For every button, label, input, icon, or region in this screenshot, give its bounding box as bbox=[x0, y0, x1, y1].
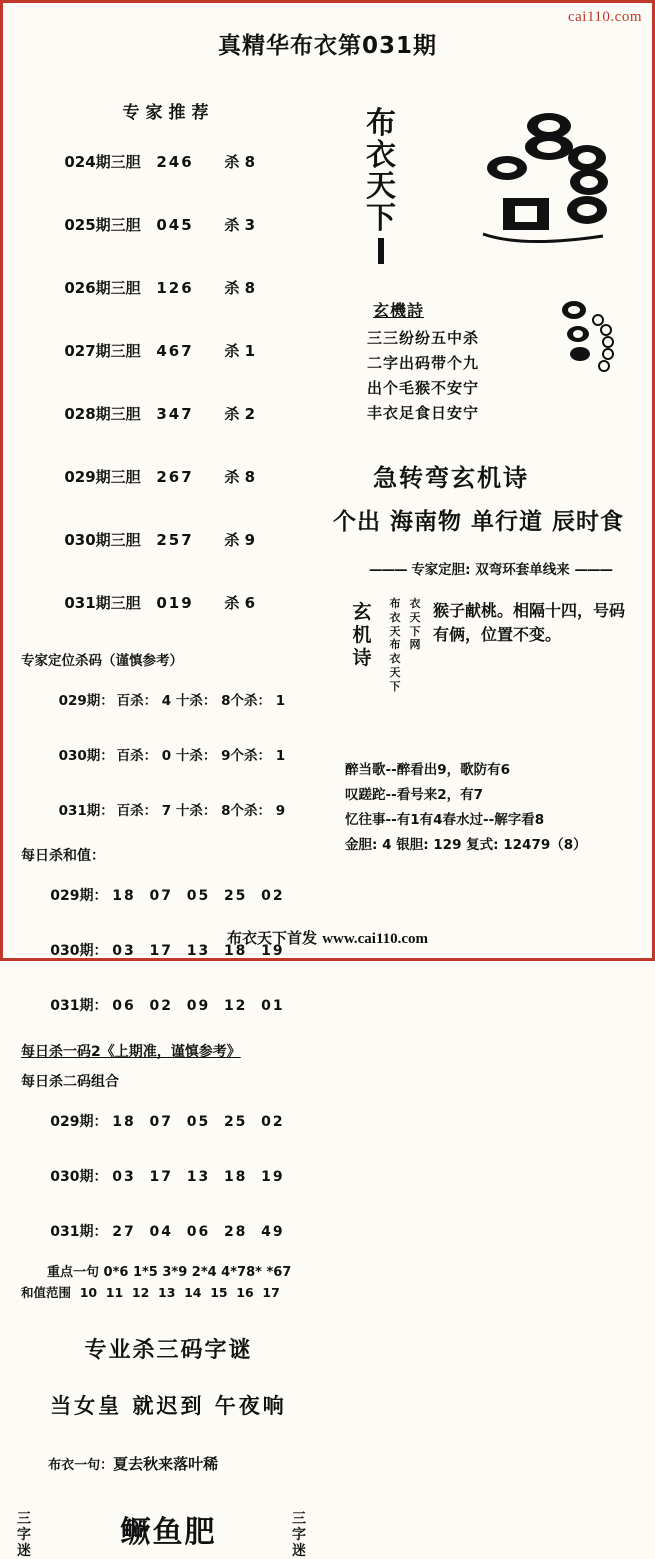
expert-period: 024期三胆 bbox=[64, 153, 141, 171]
jizhuanwan-title: 急转弯玄机诗 bbox=[373, 464, 529, 492]
xuanjishi-small-col2: 衣天下网 bbox=[409, 597, 421, 652]
xuanji-poem-line: 丰衣足食日安宁 bbox=[367, 404, 480, 422]
daily-kill2-row bbox=[21, 1205, 316, 1257]
buyi-text: 夏去秋来落叶稀 bbox=[113, 1455, 219, 1473]
expert-kill: 杀 2 bbox=[224, 405, 256, 423]
expert-recommend-title: 专家推荐 bbox=[122, 103, 215, 123]
expert-row bbox=[33, 574, 316, 631]
xuanjishi-small-col1: 布衣天布衣天下 bbox=[389, 597, 401, 693]
xuanji-poem-line: 二字出码带个九 bbox=[367, 354, 480, 372]
expert-row bbox=[33, 133, 316, 190]
three-char-riddle-right: 三字迷 bbox=[292, 1511, 308, 1559]
xuanji-poem-line: 三三纷纷五中杀 bbox=[367, 329, 480, 347]
expert-period: 030期三胆 bbox=[64, 531, 141, 549]
expert-kill: 杀 8 bbox=[224, 279, 256, 297]
daily-kill2-subtitle: 每日杀二码组合 bbox=[21, 1074, 119, 1090]
fish-phrase-block bbox=[17, 1507, 316, 1559]
title-bar-decoration bbox=[378, 238, 384, 264]
daily-sum-period: 029期： bbox=[50, 888, 108, 904]
daily-sum-title: 每日杀和值： bbox=[21, 848, 105, 864]
page-title: 真精华布衣第031期 bbox=[217, 33, 437, 59]
locate-kill-section bbox=[21, 649, 316, 835]
buyi-tianxia-title bbox=[363, 108, 399, 264]
expert-period: 028期三胆 bbox=[64, 405, 141, 423]
left-column bbox=[17, 98, 316, 1559]
daily-kill2-values: 03 17 13 18 19 bbox=[112, 1169, 285, 1185]
footer-url[interactable]: www.cai110.com bbox=[322, 931, 429, 947]
buyi-label: 布衣一句： bbox=[48, 1458, 114, 1473]
daily-sum-values: 03 17 13 18 19 bbox=[112, 943, 285, 959]
daily-kill2-values: 18 07 05 25 02 bbox=[112, 1114, 285, 1130]
fish-phrase: 鳜鱼肥 bbox=[120, 1515, 217, 1550]
expert-nums: 019 bbox=[156, 594, 194, 612]
sum-range-line: 和值范围 10 11 12 13 14 15 16 17 bbox=[21, 1285, 280, 1300]
bottom-hint-line: 醉当歌--醉看出9，歌防有6 bbox=[345, 762, 510, 778]
riddle-words: 当女皇 就迟到 午夜响 bbox=[50, 1394, 287, 1418]
locate-kill-period: 029期： bbox=[58, 693, 114, 709]
expert-row bbox=[33, 322, 316, 379]
dingdan-text: 专家定胆: 双弯环套单线来 bbox=[411, 562, 570, 578]
expert-kill: 杀 9 bbox=[224, 531, 256, 549]
locate-kill-text: 百杀： 0 十杀： 9个杀： 1 bbox=[116, 748, 286, 764]
daily-sum-row bbox=[21, 979, 316, 1031]
xuanjishi-body-text: 猴子献桃。相隔十四，号码有俩，位置不变。 bbox=[433, 601, 626, 644]
footer bbox=[3, 927, 652, 948]
expert-period: 029期三胆 bbox=[64, 468, 141, 486]
expert-period: 027期三胆 bbox=[64, 342, 141, 360]
bottom-hint-line: 金胆: 4 银胆: 129 复式: 12479（8） bbox=[345, 836, 587, 853]
expert-nums: 257 bbox=[156, 531, 194, 549]
daily-sum-period: 030期： bbox=[50, 943, 108, 959]
expert-period: 026期三胆 bbox=[64, 279, 141, 297]
expert-kill: 杀 3 bbox=[224, 216, 256, 234]
daily-kill2-row bbox=[21, 1095, 316, 1147]
xuanjishi-vertical-title: 玄机诗 bbox=[352, 601, 372, 669]
expert-row bbox=[33, 259, 316, 316]
daily-kill2-values: 27 04 06 28 49 bbox=[112, 1224, 285, 1240]
expert-period: 031期三胆 bbox=[64, 594, 141, 612]
daily-sum-period: 031期： bbox=[50, 998, 108, 1014]
site-watermark: cai110.com bbox=[567, 9, 642, 25]
locate-kill-row bbox=[21, 783, 316, 835]
riddle-title: 专业杀三码字谜 bbox=[84, 1338, 253, 1363]
dingdan-dash-left: ——— bbox=[368, 562, 407, 578]
locate-kill-period: 030期： bbox=[58, 748, 114, 764]
expert-kill: 杀 8 bbox=[224, 468, 256, 486]
expert-nums: 347 bbox=[156, 405, 194, 423]
locate-kill-row bbox=[21, 728, 316, 780]
locate-kill-period: 031期： bbox=[58, 803, 114, 819]
locate-kill-text: 百杀： 4 十杀： 8个杀： 1 bbox=[116, 693, 286, 709]
expert-row bbox=[33, 196, 316, 253]
xuanji-poem-block bbox=[351, 298, 561, 427]
expert-nums: 045 bbox=[156, 216, 194, 234]
daily-kill2-row bbox=[21, 1150, 316, 1202]
dingdan-dash-right: ——— bbox=[574, 562, 612, 578]
expert-nums: 467 bbox=[156, 342, 194, 360]
locate-kill-row bbox=[21, 673, 316, 725]
three-char-riddle-left: 三字迷 bbox=[17, 1511, 33, 1559]
buyi-tianxia-text: 布衣天下 bbox=[366, 106, 396, 236]
expert-period: 025期三胆 bbox=[64, 216, 141, 234]
expert-row bbox=[33, 511, 316, 568]
buyi-sentence bbox=[21, 1438, 316, 1489]
expert-nums: 267 bbox=[156, 468, 194, 486]
expert-nums: 246 bbox=[156, 153, 194, 171]
ink-blob-illustration bbox=[463, 106, 633, 256]
expert-dingdan-banner bbox=[333, 558, 648, 578]
expert-kill: 杀 8 bbox=[224, 153, 256, 171]
xuanji-poem-title: 玄機詩 bbox=[373, 301, 425, 320]
footer-label: 布衣天下首发 bbox=[226, 929, 317, 947]
expert-nums: 126 bbox=[156, 279, 194, 297]
bead-chain-illustration bbox=[548, 298, 638, 388]
daily-kill2-period: 031期： bbox=[50, 1224, 108, 1240]
daily-sum-values: 06 02 09 12 01 bbox=[112, 998, 285, 1014]
daily-kill2-period: 030期： bbox=[50, 1169, 108, 1185]
jizhuanwan-line: 个出 海南物 单行道 辰时食 bbox=[333, 509, 625, 535]
bottom-hint-line: 忆往事--有1有4春水过--解字看8 bbox=[345, 811, 545, 828]
daily-kill2-title: 每日杀一码2《上期准，谨慎参考》 bbox=[21, 1044, 241, 1060]
expert-row bbox=[33, 385, 316, 442]
daily-kill2-period: 029期： bbox=[50, 1114, 108, 1130]
expert-row bbox=[33, 448, 316, 505]
expert-kill: 杀 1 bbox=[224, 342, 256, 360]
locate-kill-title: 专家定位杀码（谨慎参考） bbox=[21, 653, 183, 669]
daily-sum-values: 18 07 05 25 02 bbox=[112, 888, 285, 904]
focus-line: 重点一句 0*6 1*5 3*9 2*4 4*78* *67 bbox=[47, 1265, 292, 1280]
expert-kill: 杀 6 bbox=[224, 594, 256, 612]
locate-kill-text: 百杀： 7 十杀： 8个杀： 9 bbox=[116, 803, 286, 819]
xuanji-poem-line: 出个毛猴不安宁 bbox=[367, 379, 480, 397]
bottom-hint-line: 叹蹉跎--看号来2，有7 bbox=[345, 786, 483, 803]
daily-sum-row bbox=[21, 869, 316, 921]
bottom-hint-lines bbox=[345, 758, 645, 858]
